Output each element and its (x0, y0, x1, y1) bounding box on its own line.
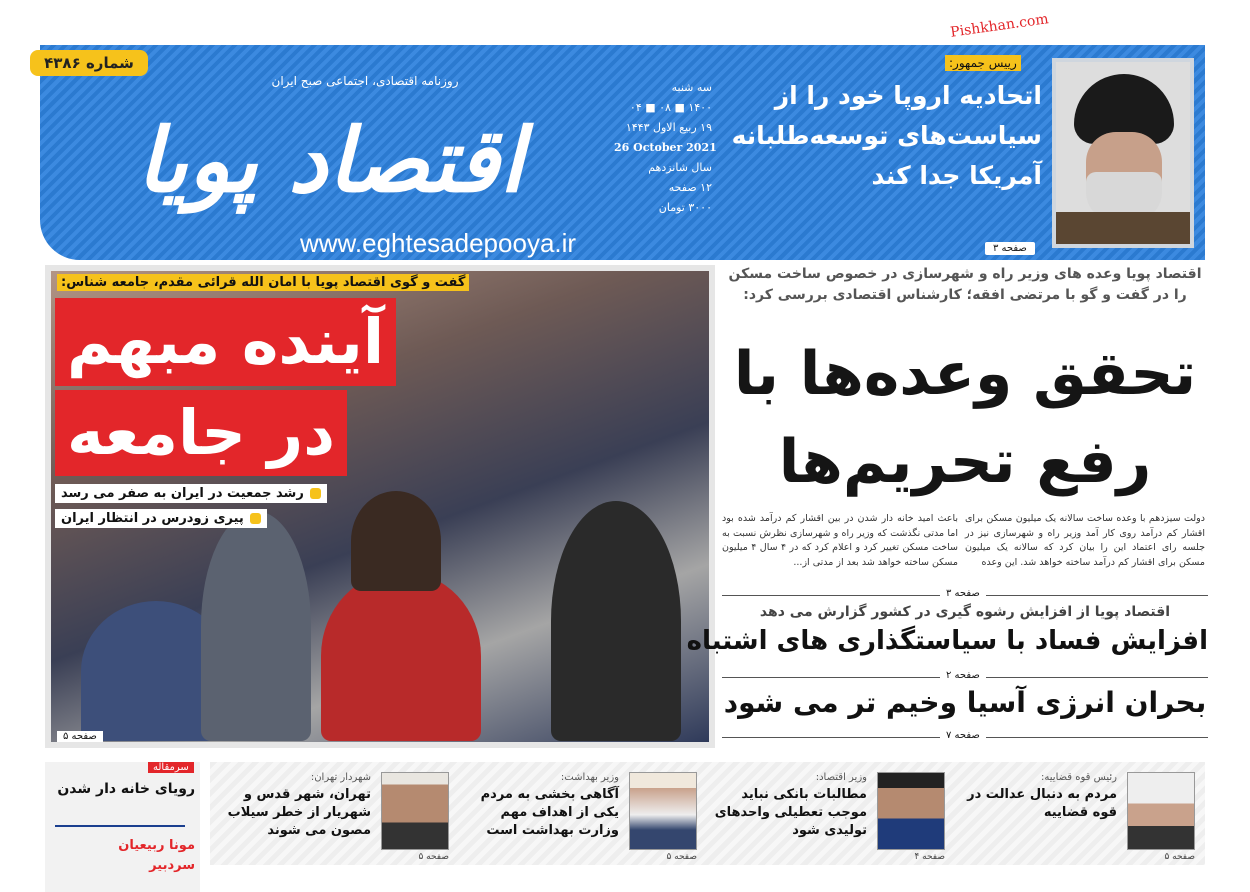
lead-kicker: گفت و گوی اقتصاد پویا با امان الله قرائی مقدم، جامعه شناس: (57, 274, 469, 291)
housing-headline[interactable]: تحقق وعده‌ها با رفع تحریم‌ها (733, 339, 1197, 497)
website-url[interactable]: www.eghtesadepooya.ir (300, 228, 577, 258)
strip-item[interactable]: شهردار تهران: تهران، شهر قدس و شهریار از خطر سیلاب مصون می شوند صفحه ۵ (227, 772, 449, 862)
housing-page-ref: صفحه ۳ (940, 588, 986, 599)
president-photo (1052, 58, 1194, 248)
weekday: سه شنبه (671, 81, 712, 94)
judiciary-chief-photo (1127, 772, 1195, 850)
divider (55, 825, 185, 827)
housing-body-col1: دولت سیزدهم با وعده ساخت سالانه یک میلیون مسکن برای اقشار کم درآمد روی کار آمد وزیر راه و شهرسازی نیز در جلسه رای اعتماد این را بیان کرد که سالانه یک میلیون مسکن برای اقشار کم درآمد ساخته خواهد شد. این وعده (965, 513, 1205, 568)
corruption-page-ref: صفحه ۲ (940, 670, 986, 681)
housing-body-col2: باعث امید خانه دار شدن در بین اقشار کم درآمد شده بود اما مدتی نگذشت که وزیر راه و شهرسازی نظرش نسبت به ساخت مسکن تغییر کرد و اعلام کرد که در ۴ سال ۴ میلیون مسکن ساخته خواهد شد بعد از مدتی از... (722, 513, 959, 568)
editorial-author (55, 836, 195, 876)
health-minister-photo (629, 772, 697, 850)
bullet-icon (250, 513, 261, 524)
president-headline[interactable]: اتحادیه اروپا خود را از سیاست‌های توسعه‌طلبانه آمریکا جدا کند (731, 81, 1042, 190)
lead-page-ref: صفحه ۵ (57, 731, 103, 742)
issue-number: شماره ۴۳۸۶ (30, 50, 148, 76)
date-gregorian: 26 October 2021 (614, 141, 717, 154)
page-count: ۱۲ صفحه (668, 181, 712, 194)
volume: سال شانزدهم (648, 161, 712, 174)
date-solar: ۱۴۰۰ ■ ۰۸ ■ ۰۴ (629, 101, 712, 114)
watermark: Pishkhan.com (949, 11, 1050, 41)
housing-subhead: اقتصاد پویا وعده های وزیر راه و شهرسازی در خصوص ساخت مسکن را در گفت و گو با مرتضی افقه؛ کارشناس اقتصادی بررسی کرد: (728, 266, 1202, 303)
economy-minister-photo (877, 772, 945, 850)
price: ۳۰۰۰ تومان (658, 201, 712, 214)
lead-headline-line1[interactable]: آینده مبهم (55, 298, 396, 386)
editorial-tag: سرمقاله (148, 762, 194, 773)
president-label: رییس جمهور: (945, 55, 1021, 71)
president-page-ref: صفحه ۳ (985, 242, 1035, 255)
author-role: سردبیر (149, 858, 195, 873)
tagline: روزنامه اقتصادی، اجتماعی صبح ایران (271, 74, 459, 88)
news-strip (210, 762, 1205, 865)
bullet-icon (310, 488, 321, 499)
energy-page-ref: صفحه ۷ (940, 730, 986, 741)
author-name: مونا ربیعیان (118, 838, 195, 853)
corruption-headline[interactable]: افزایش فساد با سیاستگذاری های اشتباه (686, 626, 1208, 656)
strip-item[interactable]: وزیر اقتصاد: مطالبات بانکی نباید موجب تعطیلی واحدهای تولیدی شود صفحه ۴ (714, 772, 945, 862)
strip-item[interactable]: وزیر بهداشت: آگاهی بخشی به مردم یکی از اهداف مهم وزارت بهداشت است صفحه ۵ (480, 772, 697, 862)
date-lunar: ۱۹ ربیع الاول ۱۴۴۳ (625, 121, 712, 134)
newspaper-logo: اقتصاد پویا (136, 108, 524, 212)
date-block (614, 78, 717, 218)
lead-bullet: پیری زودرس در انتظار ایران (55, 509, 267, 528)
energy-headline[interactable]: بحران انرژی آسیا وخیم تر می شود (723, 686, 1207, 719)
lead-bullet: رشد جمعیت در ایران به صفر می رسد (55, 484, 327, 503)
corruption-subhead: اقتصاد پویا از افزایش رشوه گیری در کشور گزارش می دهد (759, 604, 1171, 620)
strip-item[interactable]: رئیس قوه قضاییه: مردم به دنبال عدالت در قوه قضاییه صفحه ۵ (967, 772, 1195, 862)
lead-headline-line2[interactable]: در جامعه (55, 390, 347, 476)
editorial-title[interactable]: رویای خانه دار شدن (57, 781, 195, 797)
tehran-mayor-photo (381, 772, 449, 850)
